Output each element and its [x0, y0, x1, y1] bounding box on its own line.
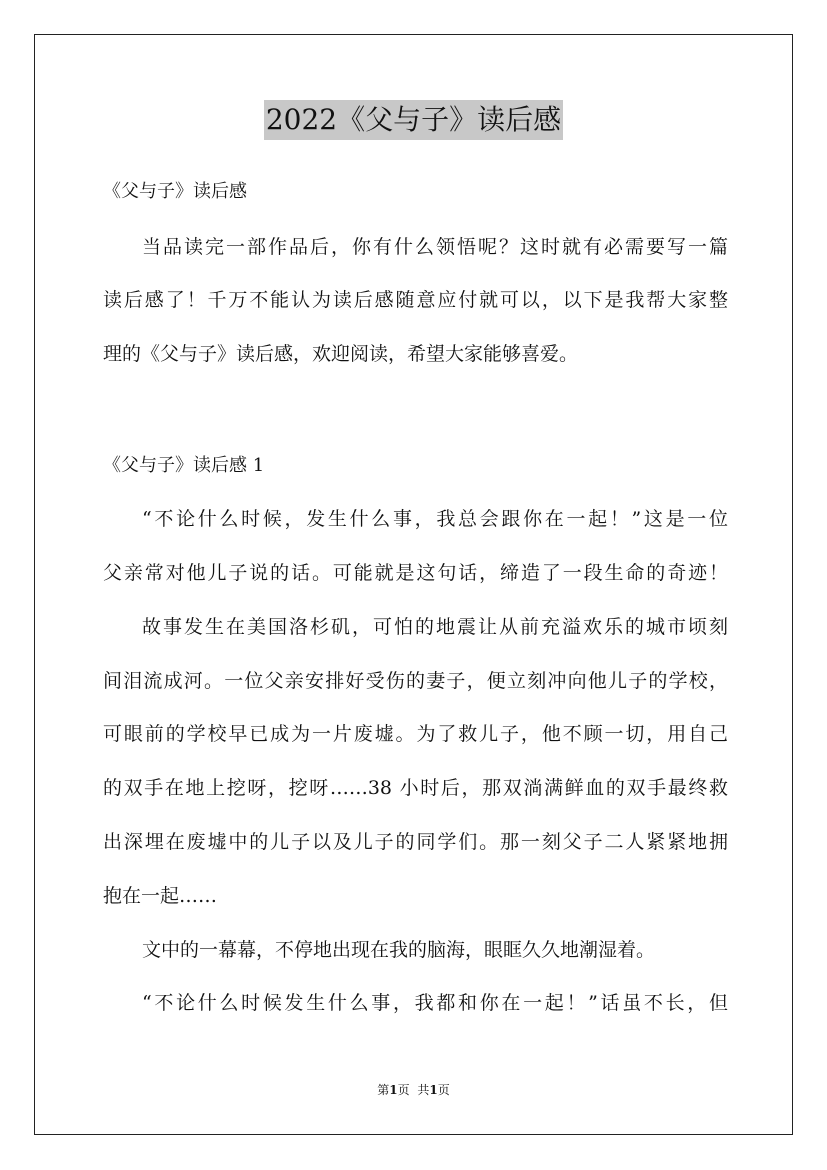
- total-label-prefix: 共: [417, 1083, 430, 1097]
- title-container: [0, 100, 827, 140]
- paragraph-line-7: 出深埋在废墟中的儿子以及儿子的同学们。那一刻父子二人紧紧地拥: [103, 831, 728, 853]
- paragraph-line-5: 可眼前的学校早已成为一片废墟。为了救儿子，他不顾一切，用自己: [103, 723, 728, 745]
- page-label-prefix: 第: [377, 1083, 390, 1097]
- paragraph-line-2: 父亲常对他儿子说的话。可能就是这句话，缔造了一段生命的奇迹！: [103, 562, 728, 584]
- paragraph-line-8: 抱在一起……: [103, 885, 218, 907]
- page-current: 1: [389, 1083, 398, 1097]
- paragraph-line-1: “不论什么时候，发生什么事，我总会跟你在一起！”这是一位: [142, 508, 728, 530]
- paragraph-line-10: “不论什么时候发生什么事，我都和你在一起！”话虽不长，但: [142, 992, 728, 1014]
- document-title: 2022《父与子》读后感: [264, 100, 563, 140]
- page-label-mid: 页: [397, 1083, 410, 1097]
- page-footer: [0, 1082, 827, 1098]
- intro-line-2: 读后感了！千万不能认为读后感随意应付就可以，以下是我帮大家整: [103, 289, 728, 311]
- total-label-suffix: 页: [437, 1083, 450, 1097]
- document-subtitle: 《父与子》读后感: [103, 181, 247, 202]
- paragraph-line-9: 文中的一幕幕，不停地出现在我的脑海，眼眶久久地潮湿着。: [142, 939, 656, 961]
- paragraph-line-6: 的双手在地上挖呀，挖呀……38 小时后，那双淌满鲜血的双手最终救: [103, 777, 728, 799]
- paragraph-line-4: 间泪流成河。一位父亲安排好受伤的妻子，便立刻冲向他儿子的学校，: [103, 670, 728, 692]
- intro-line-1: 当品读完一部作品后，你有什么领悟呢？这时就有必需要写一篇: [142, 236, 728, 258]
- paragraph-line-3: 故事发生在美国洛杉矶，可怕的地震让从前充溢欢乐的城市顷刻: [142, 616, 728, 638]
- section-1-heading: 《父与子》读后感 1: [103, 455, 265, 476]
- intro-line-3: 理的《父与子》读后感，欢迎阅读，希望大家能够喜爱。: [103, 343, 579, 365]
- page-total: 1: [429, 1083, 438, 1097]
